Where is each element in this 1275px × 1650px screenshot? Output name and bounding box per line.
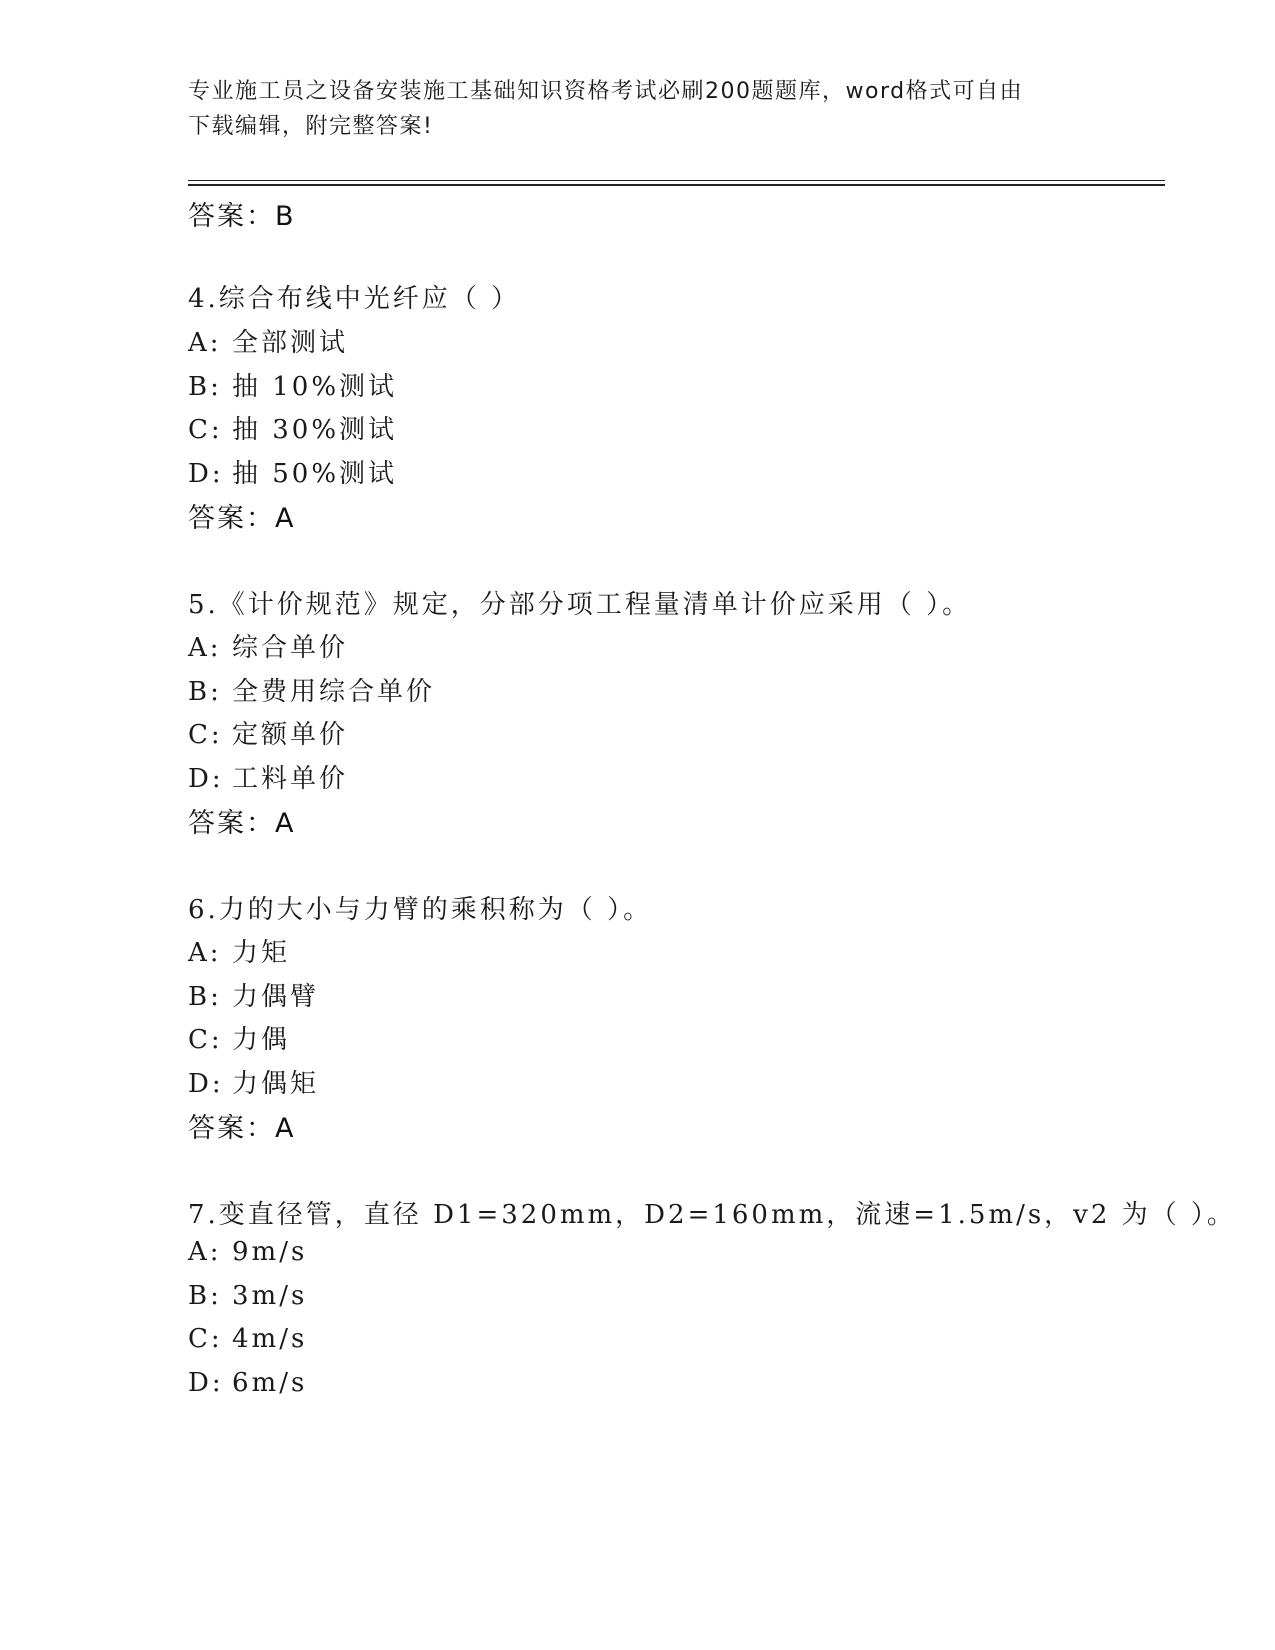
question-7-option-b — [188, 1281, 307, 1311]
option-label: D: — [188, 764, 224, 794]
option-text: 9m/s — [232, 1237, 308, 1267]
option-text: 4m/s — [232, 1324, 308, 1354]
option-text: 力偶臂 — [232, 982, 320, 1012]
question-4-option-d — [188, 453, 397, 490]
option-label: A: — [188, 1237, 222, 1267]
question-7-option-a — [188, 1237, 307, 1267]
question-4-answer: 答案：A — [188, 503, 296, 534]
question-7-option-c — [188, 1324, 307, 1354]
option-label: B: — [188, 677, 222, 707]
question-7-stem: 7.变直径管，直径 D1=320mm，D2=160mm，流速=1.5m/s，v2 为（ ）。 — [188, 1200, 1236, 1230]
option-text: 6m/s — [232, 1368, 308, 1398]
question-5-option-b — [188, 671, 435, 708]
header-divider-thin — [188, 180, 1165, 181]
question-4-stem: 4.综合布线中光纤应（ ） — [188, 284, 521, 314]
header-title-line-2: 下载编辑，附完整答案! — [188, 114, 434, 139]
option-text: 定额单价 — [232, 720, 349, 750]
option-label: D: — [188, 1368, 224, 1398]
option-text: 综合单价 — [232, 633, 349, 663]
question-6-option-a — [188, 932, 290, 969]
option-text: 力矩 — [232, 938, 291, 968]
option-text: 力偶矩 — [232, 1069, 320, 1099]
question-6-stem: 6.力的大小与力臂的乘积称为（ ）。 — [188, 895, 653, 925]
question-6-option-d — [188, 1063, 319, 1100]
option-text: 全部测试 — [232, 328, 349, 358]
option-text: 工料单价 — [232, 764, 349, 794]
header-title-line-1: 专业施工员之设备安装施工基础知识资格考试必刷200题题库，word格式可自由 — [188, 79, 1024, 104]
question-5-stem: 5.《计价规范》规定，分部分项工程量清单计价应采用（ ）。 — [188, 590, 972, 620]
option-label: C: — [188, 1025, 223, 1055]
header-divider-thick — [188, 184, 1165, 186]
question-5-option-c — [188, 714, 348, 751]
option-text: 全费用综合单价 — [232, 677, 436, 707]
option-label: C: — [188, 1324, 223, 1354]
option-text: 3m/s — [232, 1281, 308, 1311]
question-7-option-d — [188, 1368, 307, 1398]
question-6-option-c — [188, 1019, 290, 1056]
question-4-option-a — [188, 322, 348, 359]
question-4-option-b — [188, 366, 397, 403]
document-header — [188, 74, 1088, 144]
option-label: B: — [188, 372, 222, 402]
question-5-answer: 答案：A — [188, 808, 296, 839]
answer-previous: 答案：B — [188, 201, 296, 232]
option-label: B: — [188, 1281, 222, 1311]
question-6-option-b — [188, 976, 319, 1013]
question-6-answer: 答案：A — [188, 1113, 296, 1144]
option-text: 力偶 — [232, 1025, 291, 1055]
option-label: C: — [188, 415, 223, 445]
option-label: D: — [188, 459, 224, 489]
question-4-option-c — [188, 409, 397, 446]
option-label: A: — [188, 328, 222, 358]
option-text: 抽 30%测试 — [232, 415, 398, 445]
option-label: A: — [188, 938, 222, 968]
option-label: C: — [188, 720, 223, 750]
option-label: D: — [188, 1069, 224, 1099]
option-label: A: — [188, 633, 222, 663]
question-5-option-d — [188, 758, 348, 795]
option-label: B: — [188, 982, 222, 1012]
option-text: 抽 50%测试 — [232, 459, 398, 489]
option-text: 抽 10%测试 — [232, 372, 398, 402]
question-5-option-a — [188, 627, 348, 664]
